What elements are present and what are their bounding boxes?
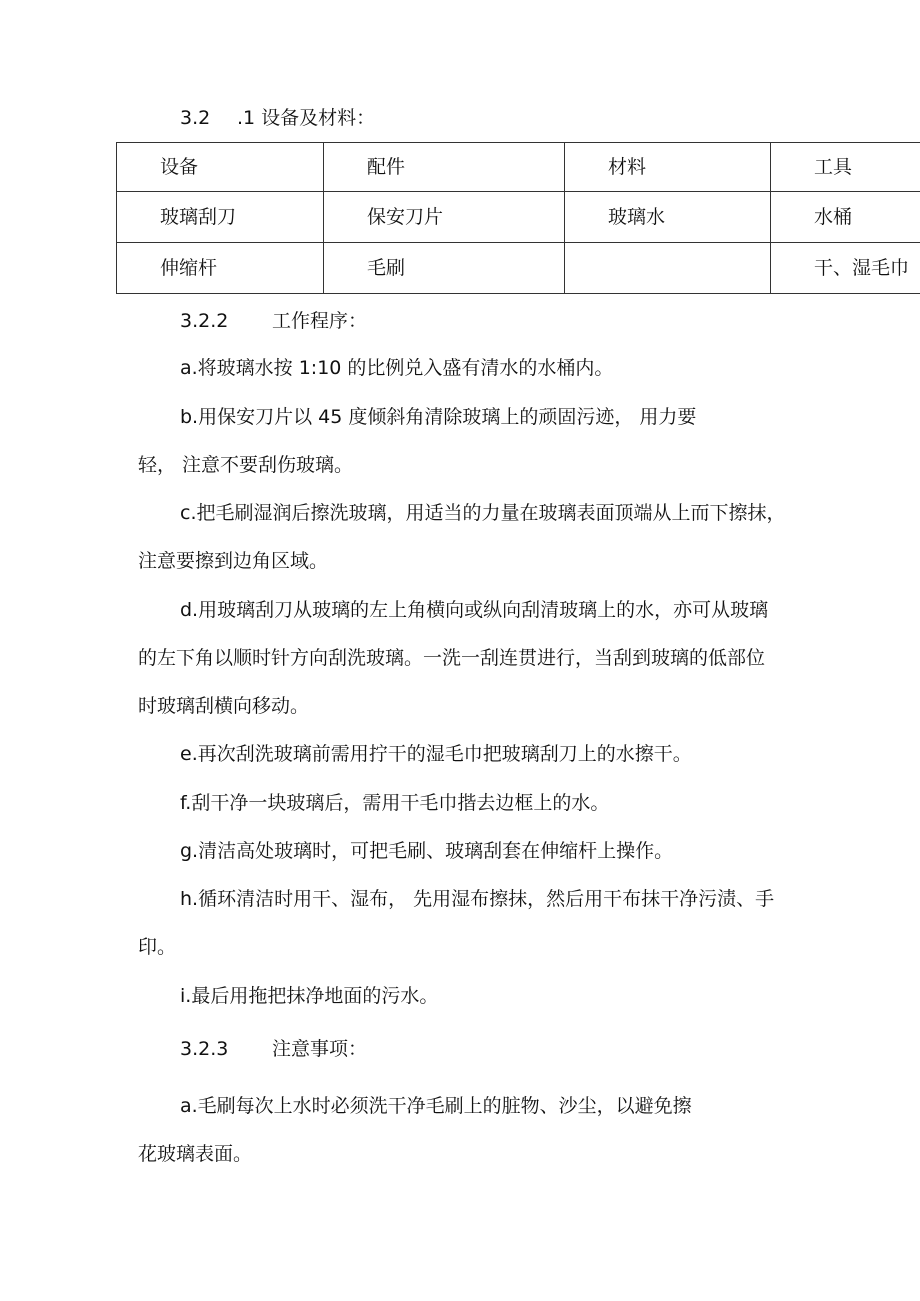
table-cell: 水桶 [771,192,920,243]
table-row [117,192,920,243]
section-heading-3-2-2 [180,309,367,333]
table-header-cell: 材料 [565,143,771,192]
procedure-step-a: a.将玻璃水按 1:10 的比例兑入盛有清水的水桶内。 [180,357,614,379]
section-heading-3-2-3 [180,1037,367,1061]
note-item-a: a.毛刷每次上水时必须洗干净毛刷上的脏物、沙尘，以避免擦 [180,1095,692,1117]
table-cell: 毛刷 [324,243,565,294]
procedure-step-h: h.循环清洁时用干、湿布， 先用湿布擦抹，然后用干布抹干净污渍、手 [180,888,775,910]
procedure-step-d-cont1: 的左下角以顺时针方向刮洗玻璃。一洗一刮连贯进行，当刮到玻璃的低部位 [138,647,766,669]
procedure-step-h-cont: 印。 [138,936,177,958]
table-header-cell: 设备 [117,143,324,192]
procedure-step-g: g.清洁高处玻璃时，可把毛刷、玻璃刮套在伸缩杆上操作。 [180,840,674,862]
section-number: 3.2.3 [180,1038,229,1060]
procedure-step-b: b.用保安刀片以 45 度倾斜角清除玻璃上的顽固污迹， 用力要 [180,406,697,428]
table-header-cell: 配件 [324,143,565,192]
section-title: 工作程序： [272,310,368,332]
section-number: 3.2.2 [180,310,229,332]
table-cell: 玻璃刮刀 [117,192,324,243]
section-number: 3.2 [180,107,211,129]
equipment-materials-table [116,142,920,294]
procedure-step-d-cont2: 时玻璃刮横向移动。 [138,695,310,717]
procedure-step-b-cont: 轻， 注意不要刮伤玻璃。 [138,454,354,476]
table-cell: 保安刀片 [324,192,565,243]
procedure-step-c: c.把毛刷湿润后擦洗玻璃，用适当的力量在玻璃表面顶端从上而下擦抹， [180,502,786,524]
procedure-step-e: e.再次刮洗玻璃前需用拧干的湿毛巾把玻璃刮刀上的水擦干。 [180,743,692,765]
section-title: 注意事项： [272,1038,368,1060]
table-cell: 玻璃水 [565,192,771,243]
table-cell: 干、湿毛巾 [771,243,920,294]
section-heading-3-2-1 [180,106,375,130]
table-header-row [117,143,920,192]
procedure-step-d: d.用玻璃刮刀从玻璃的左上角横向或纵向刮清玻璃上的水，亦可从玻璃 [180,599,769,621]
procedure-step-c-cont: 注意要擦到边角区域。 [138,550,329,572]
table-header-cell: 工具 [771,143,920,192]
section-title: .1 设备及材料： [237,107,376,129]
table-row [117,243,920,294]
note-item-a-cont: 花玻璃表面。 [138,1143,253,1165]
table-cell [565,243,771,294]
procedure-step-f: f.刮干净一块玻璃后，需用干毛巾揩去边框上的水。 [180,792,610,814]
table-cell: 伸缩杆 [117,243,324,294]
procedure-step-i: i.最后用拖把抹净地面的污水。 [180,985,439,1007]
